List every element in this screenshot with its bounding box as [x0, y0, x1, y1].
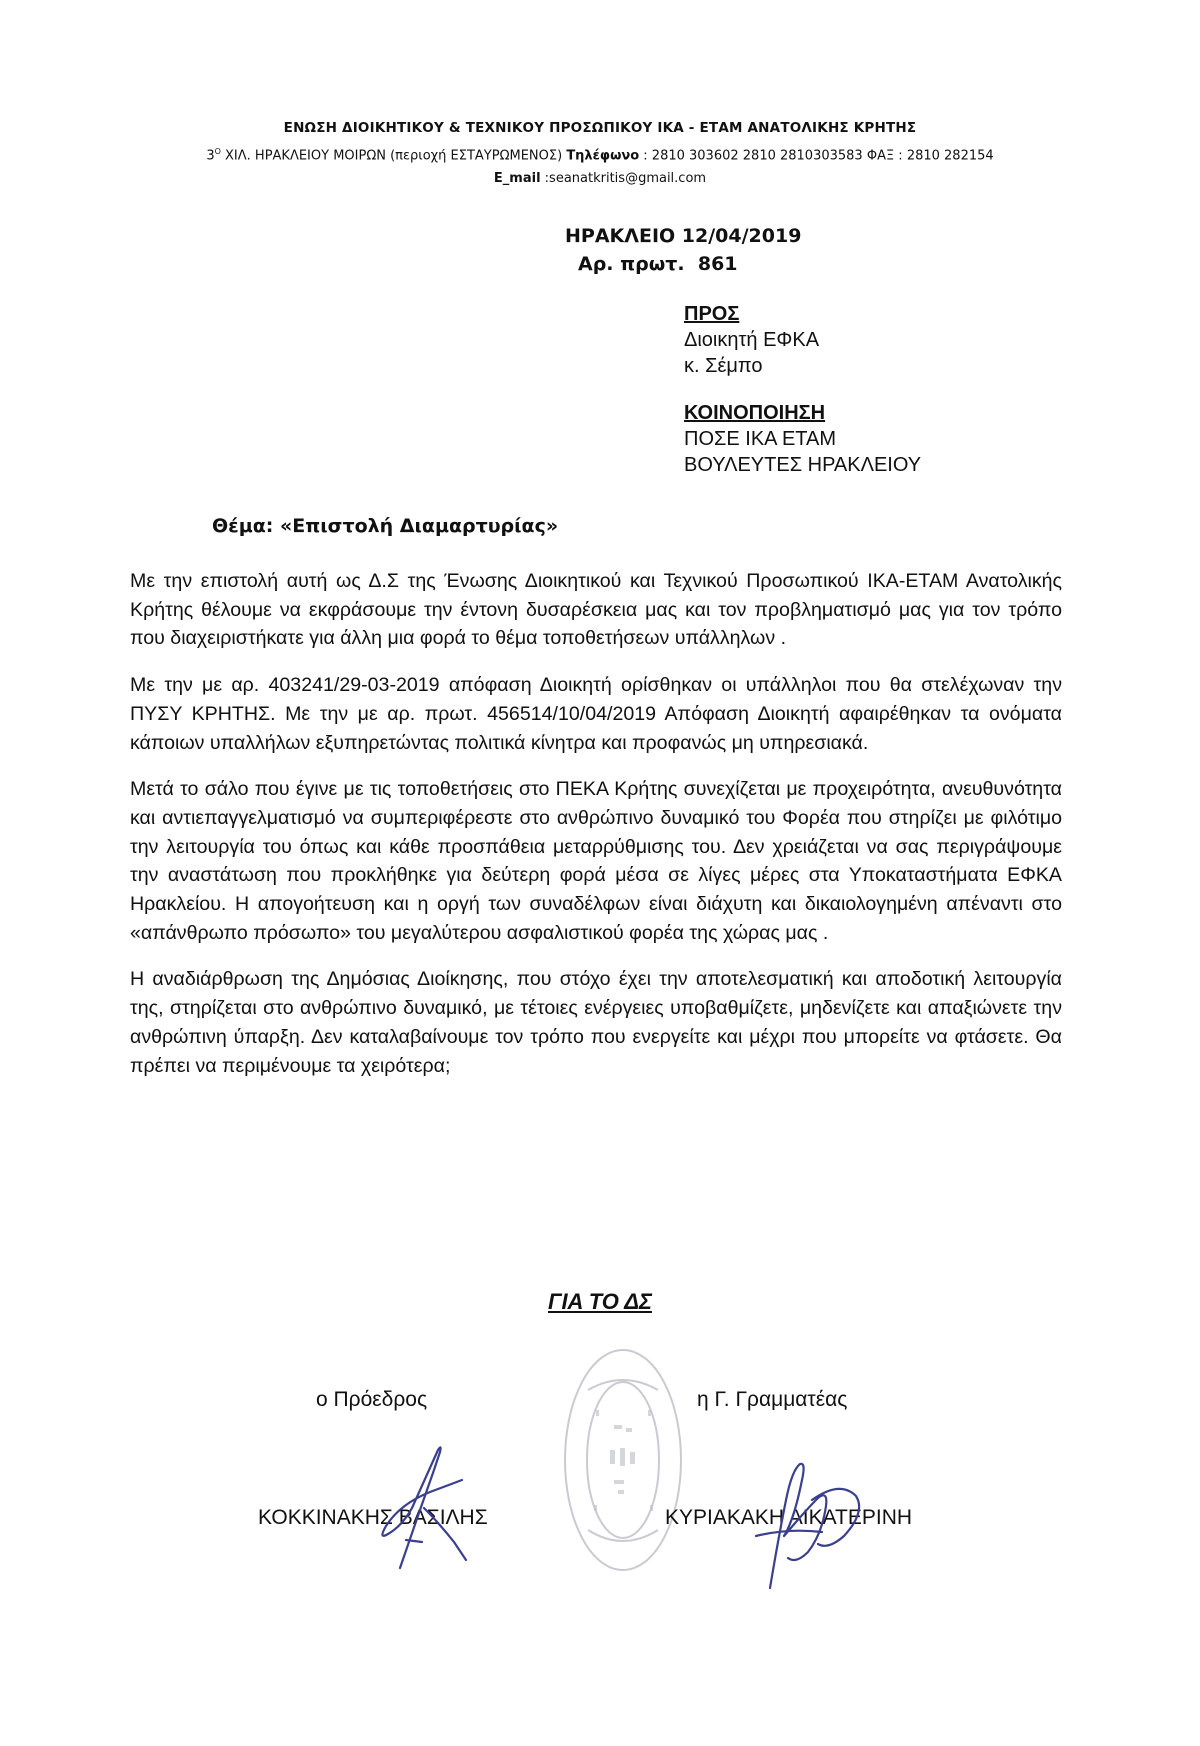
email-label: E_mail [493, 171, 541, 187]
secretary-signature [748, 1440, 878, 1590]
date-block [565, 222, 801, 278]
subject-line: Θέμα: «Επιστολή Διαμαρτυρίας» [212, 515, 559, 537]
body-paragraph: Με την με αρ. 403241/29-03-2019 απόφαση Διοικητή ορίσθηκαν οι υπάλληλοι που θα στελέχωναν την ΠΥΣΥ ΚΡΗΤΗΣ. Με την με αρ. πρωτ. 456514/10/04/2019 Απόφαση Διοικητή αφαιρέθηκαν τα ονόματα κάποιων υπαλλήλων εξυπηρετώντας πολιτικά κίνητρα και προφανώς μη υπηρεσιακά. [130, 674, 1062, 754]
body-paragraph: Η αναδιάρθρωση της Δημόσιας Διοίκησης, που στόχο έχει την αποτελεσματική και αποδοτική λειτουργία της, στηρίζεται στο ανθρώπινο δυναμικό, με τέτοιες ενέργειες υποβαθμίζετε, μηδενίζετε και απαξιώνετε την ανθρώπινη ύπαρξη. Δεν καταλαβαίνουμε τον τρόπο που ενεργείτε και μέχρι που μπορείτε να φτάσετε. Θα πρέπει να περιμένουμε τα χειρότερα; [130, 968, 1062, 1077]
body-paragraph: Με την επιστολή αυτή ως Δ.Σ της Ένωσης Διοικητικού και Τεχνικού Προσωπικού ΙΚΑ-ΕΤΑΜ Ανατολικής Κρήτης θέλουμε να εκφράσουμε την έντονη δυσαρέσκεια μας και τον προβληματισμό μας για τον τρόπο που διαχειριστήκατε για άλλη μια φορά το θέμα τοποθετήσεων υπάλληλων . [130, 570, 1062, 650]
recipients-block [684, 301, 921, 478]
email-value: :seanatkritis@gmail.com [540, 171, 707, 187]
secretary-name: ΚΥΡΙΑΚΑΚΗ ΑΙΚΑΤΕΡΙΝΗ [665, 1506, 913, 1529]
body-paragraph: Μετά το σάλο που έγινε με τις τοποθετήσεις στο ΠΕΚΑ Κρήτης συνεχίζεται με προχειρότητα, ανευθυνότητα και αντιεπαγγελματισμό να συμπεριφέρεστε στο ανθρώπινο δυναμικό του Φορέα που στηρίζει με φιλότιμο την λειτουργία του όπως και κάθε προσπάθεια μεταρρύθμισης του. Δεν χρειάζεται να σας περιγράψουμε την αναστάτωση που προκλήθηκε για δεύτερη φορά μέσα σε λίγες μέρες στα Υποκαταστήματα ΕΦΚΑ Ηρακλείου. Η απογοήτευση και η οργή των συναδέλφων είναι διάχυτη και δικαιολογημένη απέναντι στο «απάνθρωπο πρόσωπο» του μεγαλύτερου ασφαλιστικού φορέα της χώρας μας . [130, 778, 1062, 944]
organization-name: ΕΝΩΣΗ ΔΙΟΙΚΗΤΙΚΟΥ & ΤΕΧΝΙΚΟΥ ΠΡΟΣΩΠΙΚΟΥ ΙΚΑ - ΕΤΑΜ ΑΝΑΤΟΛΙΚΗΣ ΚΡΗΤΗΣ [283, 120, 917, 136]
protocol-line [565, 250, 801, 278]
president-signature [342, 1430, 492, 1580]
address-superscript: Ο [214, 147, 221, 156]
email-line [0, 171, 1200, 186]
city-date: ΗΡΑΚΛΕΙΟ 12/04/2019 [565, 225, 802, 247]
seal-stamp [548, 1330, 698, 1590]
president-name: ΚΟΚΚΙΝΑΚΗΣ ΒΑΣΙΛΗΣ [258, 1506, 488, 1529]
secretary-title: η Γ. Γραμματέας [697, 1388, 848, 1411]
phone-label: Τηλέφωνο [566, 148, 640, 164]
to-heading: ΠΡΟΣ [684, 303, 740, 325]
address-text: ΧΙΛ. ΗΡΑΚΛΕΙΟΥ ΜΟΙΡΩΝ (περιοχή ΕΣΤΑΥΡΩΜΕΝΟΣ) [220, 148, 567, 164]
for-board-heading: ΓΙΑ ΤΟ ΔΣ [548, 1289, 652, 1314]
address-line [0, 147, 1200, 163]
letter-body [130, 567, 1062, 1098]
protocol-label: Αρ. πρωτ. [578, 253, 685, 275]
to-line: κ. Σέμπο [684, 355, 763, 377]
letterhead [0, 120, 1200, 186]
address-number: 3 [206, 148, 215, 164]
phone-values: : 2810 303602 2810 2810303583 ΦΑΞ : 2810 282154 [639, 148, 994, 164]
protocol-number: 861 [697, 253, 738, 275]
cc-line: ΒΟΥΛΕΥΤΕΣ ΗΡΑΚΛΕΙΟΥ [684, 454, 922, 476]
to-line: Διοικητή ΕΦΚΑ [684, 329, 820, 351]
president-title: ο Πρόεδρος [316, 1388, 428, 1411]
cc-heading: ΚΟΙΝΟΠΟΙΗΣΗ [684, 402, 826, 424]
cc-line: ΠΟΣΕ ΙΚΑ ΕΤΑΜ [684, 428, 837, 450]
